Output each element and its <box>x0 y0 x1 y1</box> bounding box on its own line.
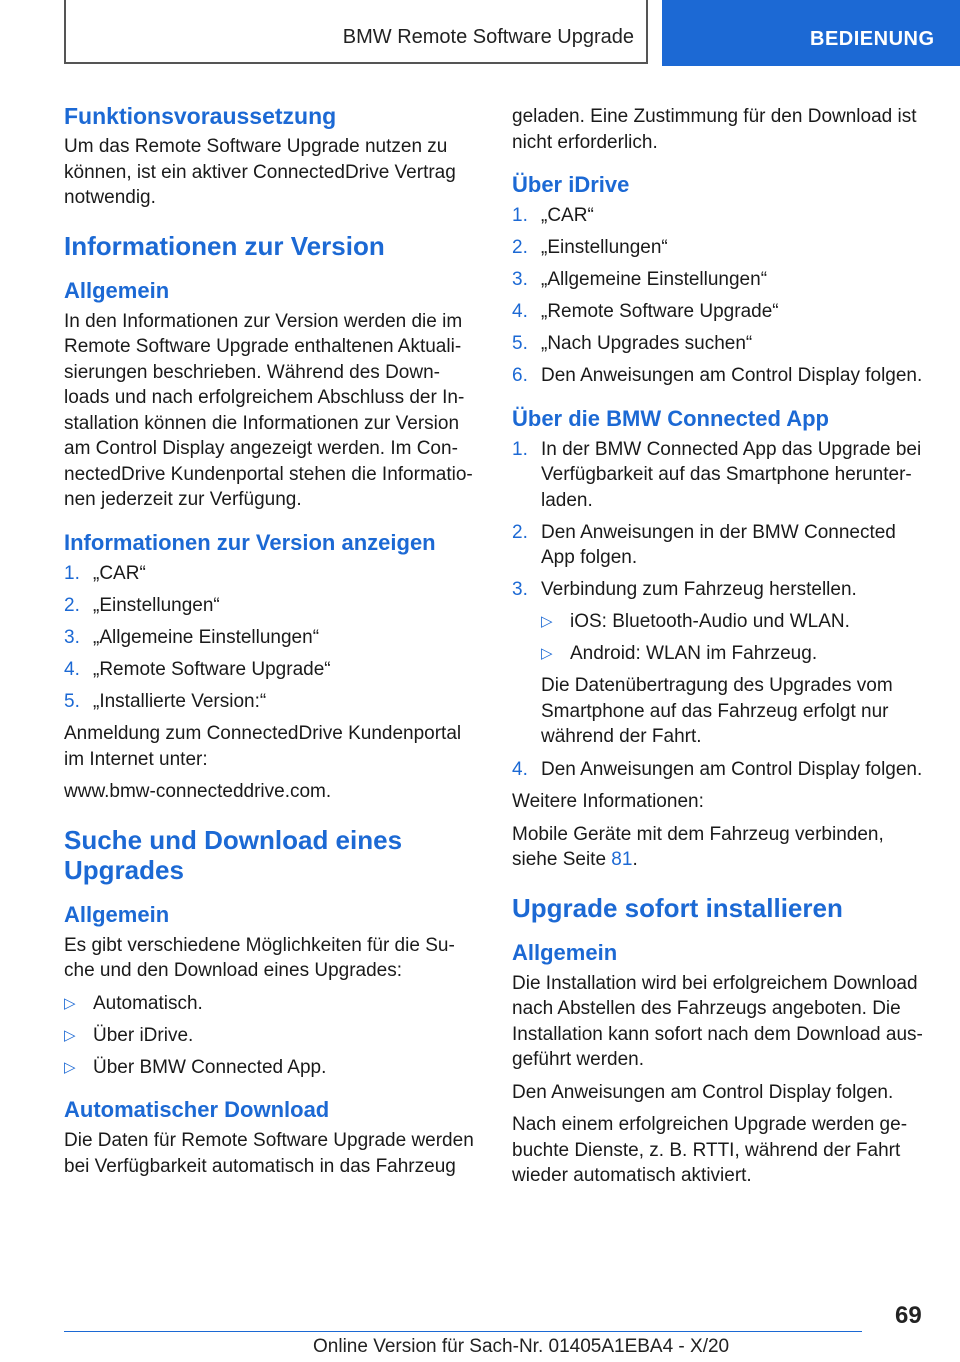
bullet-list <box>64 991 479 1081</box>
list-item: 4. Den Anweisungen am Control Display folgen. <box>512 758 923 780</box>
list-item: 2. „Einstellungen“ <box>64 594 220 616</box>
list-item: 1. „CAR“ <box>512 205 594 226</box>
list-item: 5. „Nach Upgrades suchen“ <box>512 333 753 354</box>
heading-version-anzeigen: Informationen zur Version anzeigen <box>64 529 436 555</box>
header-title: BMW Remote Software Upgrade <box>342 26 634 48</box>
list-item: 3. „Allgemeine Einstellungen“ <box>512 269 768 290</box>
step-note: Die Datenübertragung des Upgrades vom Smartphone auf das Fahrzeug erfolgt nur während der Fahrt. <box>541 675 893 747</box>
list-item: 1. „CAR“ <box>64 562 146 584</box>
list-item: 5. „Installierte Version:“ <box>64 690 267 712</box>
triangle-bullet-icon: ▷ <box>64 994 76 1012</box>
heading-informationen-zur-version: Informationen zur Version <box>64 230 385 261</box>
triangle-bullet-icon: ▷ <box>64 1058 76 1076</box>
paragraph: Die Daten für Remote Software Upgrade werden bei Verfügbarkeit automatisch in das Fahrzeug <box>64 1130 474 1177</box>
paragraph: In den Informationen zur Version werden die im Remote Software Upgrade enthaltenen Aktualisierungen beschrieben. Während des Downloads und nach erfolgreichem Abschluss der Installation können die Informationen zur Version am Control Display angezeigt werden. Im ConnectedDrive Kundenportal stehen die Informationen jederzeit zur Verfügung. <box>64 310 473 510</box>
list-item: 4. „Remote Software Upgrade“ <box>64 658 331 680</box>
heading-suche-und-download: Suche und Download eines Upgrades <box>64 824 403 885</box>
paragraph: Die Installation wird bei erfolgreichem Download nach Abstellen des Fahrzeugs angeboten. Die Installation kann sofort nach dem Download ausgeführt werden. <box>512 972 923 1070</box>
section-label: BEDIENUNG <box>810 28 935 50</box>
section-tab[interactable] <box>662 0 960 66</box>
paragraph: Weitere Informationen: <box>512 791 704 812</box>
triangle-bullet-icon: ▷ <box>541 645 553 662</box>
heading-automatischer-download: Automatischer Download <box>64 1097 330 1122</box>
footer-text: Online Version für Sach-Nr. 01405A1EBA4 - X/20 <box>313 1336 730 1357</box>
paragraph: Den Anweisungen am Control Display folgen. <box>512 1081 894 1103</box>
paragraph: Es gibt verschiedene Möglichkeiten für die Suche und den Download eines Upgrades: <box>64 934 455 981</box>
steps-connected-app <box>512 437 932 783</box>
heading-upgrade-sofort-installieren: Upgrade sofort installieren <box>512 892 843 923</box>
paragraph: Anmeldung zum ConnectedDrive Kundenportal im Internet unter: <box>64 723 462 770</box>
list-item: ▷ Über iDrive. <box>64 1023 479 1049</box>
paragraph: Mobile Geräte mit dem Fahrzeug verbinden, siehe Seite 81. <box>512 823 884 870</box>
list-item: 2. „Einstellungen“ <box>512 237 668 258</box>
list-item: 1. In der BMW Connected App das Upgrade bei Verfügbarkeit auf das Smartphone herunterladen. <box>512 438 922 511</box>
footer-divider <box>64 1331 862 1332</box>
paragraph: Nach einem erfolgreichen Upgrade werden gebuchte Dienste, z. B. RTTI, während der Fahrt wieder automatisch aktiviert. <box>512 1114 908 1186</box>
heading-ueber-connected-app: Über die BMW Connected App <box>512 405 829 431</box>
steps-version-anzeigen <box>64 561 479 715</box>
heading-ueber-idrive: Über iDrive <box>512 172 630 197</box>
steps-idrive <box>512 203 932 389</box>
list-item: ▷ Android: WLAN im Fahrzeug. <box>541 641 932 667</box>
triangle-bullet-icon: ▷ <box>541 613 553 630</box>
paragraph: geladen. Eine Zustimmung für den Download ist nicht erforderlich. <box>512 106 917 153</box>
list-item: 4. „Remote Software Upgrade“ <box>512 301 779 322</box>
heading-allgemein: Allgemein <box>64 277 170 303</box>
list-item: 2. Den Anweisungen in der BMW Connected App folgen. <box>512 521 896 568</box>
triangle-bullet-icon: ▷ <box>64 1026 76 1044</box>
heading-funktionsvoraussetzung: Funktionsvoraussetzung <box>64 103 337 129</box>
list-item: ▷ iOS: Bluetooth-Audio und WLAN. <box>541 609 932 635</box>
page-number: 69 <box>895 1302 922 1329</box>
list-item: 3. Verbindung zum Fahrzeug herstellen. <box>512 579 857 600</box>
list-item: 6. Den Anweisungen am Control Display folgen. <box>512 365 923 386</box>
page-reference-link[interactable]: 81 <box>611 849 633 870</box>
heading-allgemein: Allgemein <box>64 901 170 927</box>
list-item: 3. „Allgemeine Einstellungen“ <box>64 626 320 648</box>
right-column <box>512 100 932 1196</box>
paragraph: Um das Remote Software Upgrade nutzen zu können, ist ein aktiver ConnectedDrive Vertrag notwendig. <box>64 136 456 208</box>
left-column <box>64 100 479 1186</box>
header-frame <box>64 0 648 64</box>
list-item: ▷ Über BMW Connected App. <box>64 1055 479 1081</box>
url-text: www.bmw-connecteddrive.com. <box>64 781 332 802</box>
heading-allgemein: Allgemein <box>512 939 618 965</box>
list-item: ▷ Automatisch. <box>64 991 479 1017</box>
